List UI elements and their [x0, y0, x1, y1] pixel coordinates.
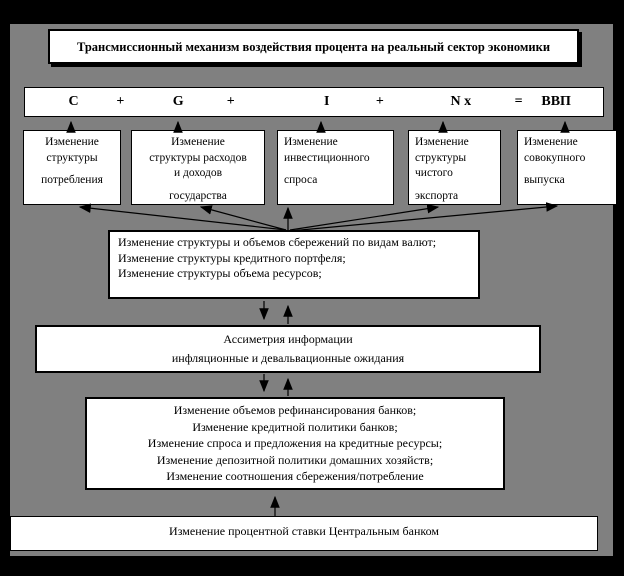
factor-line: Изменение	[171, 136, 225, 148]
bank-policy-line: Изменение спроса и предложения на кредитные ресурсы;	[147, 436, 443, 450]
asymmetry-line: инфляционные и девальвационные ожидания	[171, 351, 405, 365]
factor-line: и доходов	[173, 167, 223, 179]
factor-box-consumption	[23, 130, 121, 205]
factor-line: структуры	[415, 151, 467, 164]
factor-line: Изменение	[415, 136, 469, 148]
bank-policy-line: Изменение объемов рефинансирования банков;	[173, 403, 417, 417]
bank-policy-box	[85, 397, 505, 490]
factor-box-government	[131, 130, 265, 205]
title-box	[48, 29, 579, 64]
savings-line: Изменение структуры кредитного портфеля;	[118, 250, 346, 265]
savings-line: Изменение структуры объема ресурсов;	[118, 266, 322, 280]
factor-box-net-export	[408, 130, 501, 205]
formula-term-gdp: ВВП	[541, 94, 571, 109]
factor-line: экспорта	[415, 189, 459, 202]
central-bank-box	[10, 516, 598, 551]
savings-box	[108, 230, 480, 299]
asymmetry-line: Ассиметрия информации	[223, 332, 353, 346]
factor-line: инвестиционного	[284, 151, 370, 164]
central-bank-label: Изменение процентной ставки Центральным банком	[169, 524, 439, 538]
factor-line: государства	[169, 189, 227, 202]
factor-line: чистого	[415, 167, 453, 179]
factor-line: структуры	[46, 151, 98, 164]
formula-plus-3: +	[375, 94, 384, 109]
savings-line: Изменение структуры и объемов сбережений по видам валют;	[118, 235, 437, 249]
factor-line: спроса	[284, 174, 318, 186]
formula-term-c: C	[68, 94, 79, 109]
formula-term-nx: N x	[450, 94, 472, 109]
factor-line: Изменение	[284, 136, 338, 148]
factor-box-output	[517, 130, 617, 205]
formula-term-g: G	[172, 94, 184, 109]
factor-line: выпуска	[524, 174, 565, 186]
factor-line: Изменение	[45, 136, 99, 148]
bank-policy-line: Изменение кредитной политики банков;	[192, 419, 398, 434]
formula-equals: =	[514, 94, 523, 109]
factor-box-investment	[277, 130, 394, 205]
factor-line: структуры расходов	[149, 151, 247, 164]
factor-line: совокупного	[524, 151, 586, 164]
asymmetry-box	[35, 325, 541, 373]
bank-policy-line: Изменение депозитной политики домашних хозяйств;	[156, 452, 434, 467]
formula-plus-2: +	[226, 94, 235, 109]
formula-box	[24, 87, 604, 117]
bank-policy-line: Изменение соотношения сбережения/потребление	[166, 469, 424, 483]
factor-line: потребления	[41, 174, 103, 186]
formula-term-i: I	[323, 94, 330, 109]
formula-plus-1: +	[116, 94, 125, 109]
title-text: Трансмиссионный механизм воздействия процента на реальный сектор экономики	[76, 39, 551, 54]
factor-line: Изменение	[524, 136, 578, 148]
